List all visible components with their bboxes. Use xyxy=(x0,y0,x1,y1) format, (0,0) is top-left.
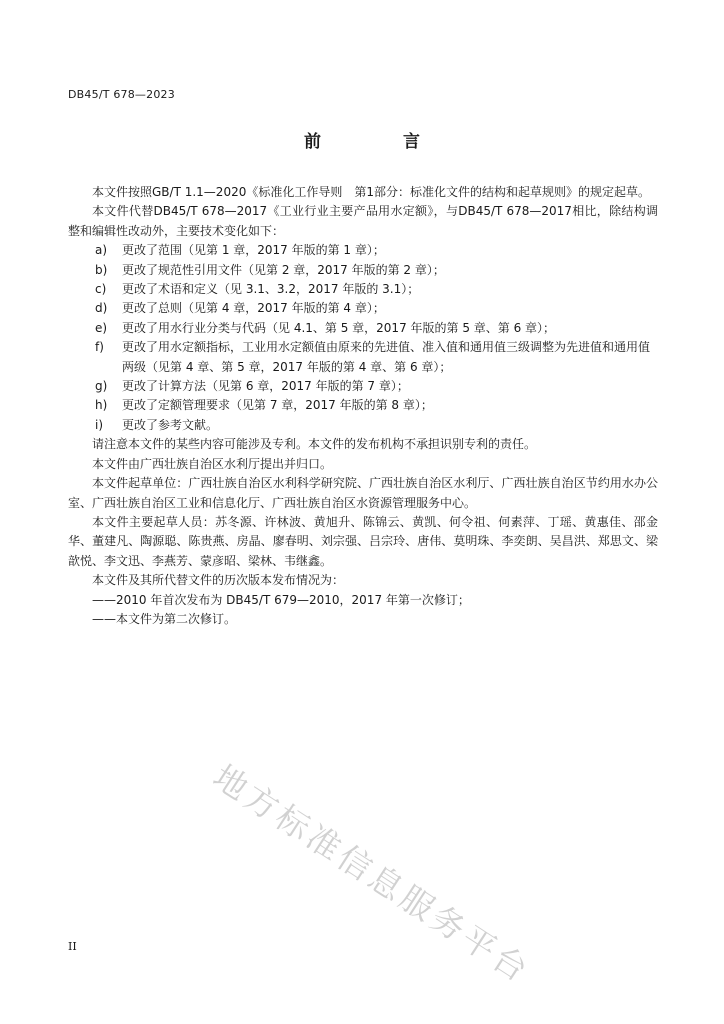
paragraph-proposer: 本文件由广西壮族自治区水利厅提出并归口。 xyxy=(92,456,333,471)
watermark: 地方标准信息服务平台 xyxy=(206,756,538,992)
list-item-text: 更改了范围（见第 1 章，2017 年版的第 1 章）； xyxy=(122,243,385,258)
list-item-text: 更改了定额管理要求（见第 7 章，2017 年版的第 8 章）； xyxy=(122,398,433,413)
list-marker: b) xyxy=(95,262,108,277)
list-marker: e) xyxy=(95,320,108,335)
list-item-text: 更改了术语和定义（见 3.1、3.2，2017 年版的 3.1）； xyxy=(122,282,420,297)
list-item-text: 更改了总则（见第 4 章，2017 年版的第 4 章）； xyxy=(122,301,385,316)
page-number: II xyxy=(68,940,77,953)
list-marker: h) xyxy=(95,398,108,413)
list-item xyxy=(68,299,658,318)
list-item xyxy=(68,396,658,415)
list-item xyxy=(68,377,658,396)
paragraph-drafters: 本文件主要起草人员：苏冬源、许林波、黄旭升、陈锦云、黄凯、何令祖、何素萍、丁瑶、黄惠佳、邵金华、董建凡、陶源聪、陈贵燕、房晶、廖春明、刘宗强、吕宗玲、唐伟、莫明珠、李奕朗、吴昌洪、郑思文、梁歆悦、李文迅、李燕芳、蒙彦昭、梁林、韦继鑫。 xyxy=(68,514,658,568)
list-marker: f) xyxy=(95,340,104,355)
list-marker: i) xyxy=(95,417,104,432)
list-item xyxy=(68,280,658,299)
list-marker: d) xyxy=(95,301,108,316)
history-item: ——本文件为第二次修订。 xyxy=(92,611,237,626)
list-item xyxy=(68,338,658,377)
list-item-text: 更改了规范性引用文件（见第 2 章，2017 年版的第 2 章）； xyxy=(122,262,445,277)
list-marker: g) xyxy=(95,379,108,394)
list-item xyxy=(68,319,658,338)
paragraph-drafting-basis: 本文件按照GB/T 1.1—2020《标准化工作导则 第1部分：标准化文件的结构和起草规则》的规定起草。 xyxy=(92,185,650,199)
paragraph-patent-notice: 请注意本文件的某些内容可能涉及专利。本文件的发布机构不承担识别专利的责任。 xyxy=(92,437,537,452)
document-code: DB45/T 678—2023 xyxy=(68,88,175,101)
history-item: ——2010 年首次发布为 DB45/T 679—2010，2017 年第一次修订； xyxy=(92,592,470,607)
paragraph-replacement-note: 本文件代替DB45/T 678—2017《工业行业主要产品用水定额》，与DB45/T 678—2017相比，除结构调整和编辑性改动外，主要技术变化如下： xyxy=(68,204,658,238)
changes-list xyxy=(68,241,658,435)
list-item-text: 更改了计算方法（见第 6 章，2017 年版的第 7 章）； xyxy=(122,379,409,394)
paragraph-drafting-units: 本文件起草单位：广西壮族自治区水利科学研究院、广西壮族自治区水利厅、广西壮族自治区节约用水办公室、广西壮族自治区工业和信息化厅、广西壮族自治区水资源管理服务中心。 xyxy=(68,476,658,510)
list-item xyxy=(68,416,658,435)
document-body xyxy=(68,183,658,629)
list-marker: c) xyxy=(95,282,107,297)
list-marker: a) xyxy=(95,243,108,258)
list-item-text: 更改了参考文献。 xyxy=(122,417,219,432)
paragraph-version-history-intro: 本文件及其所代替文件的历次版本发布情况为： xyxy=(92,573,345,588)
list-item xyxy=(68,241,658,260)
list-item xyxy=(68,261,658,280)
list-item-text: 更改了用水行业分类与代码（见 4.1、第 5 章，2017 年版的第 5 章、第 6 章）； xyxy=(122,320,556,335)
list-item-text: 更改了用水定额指标，工业用水定额值由原来的先进值、准入值和通用值三级调整为先进值和通用值两级（见第 4 章、第 5 章，2017 年版的第 4 章、第 6 章）； xyxy=(122,340,651,374)
page-title: 前 言 xyxy=(304,132,458,152)
